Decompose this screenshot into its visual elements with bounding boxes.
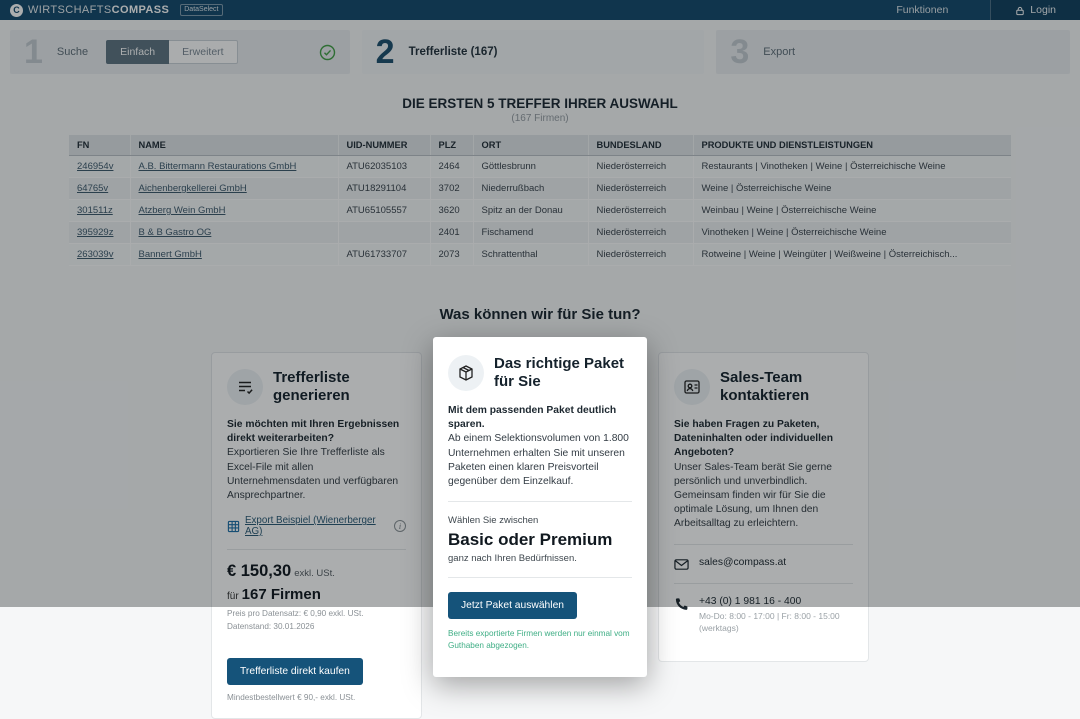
card-paket-modal	[433, 337, 647, 677]
card-header	[448, 355, 632, 391]
data-date: Datenstand: 30.01.2026	[227, 621, 315, 631]
login-label: Login	[1030, 4, 1056, 16]
cell-plz: 3702	[430, 178, 473, 200]
cell-bundesland: Niederösterreich	[588, 222, 693, 244]
office-hours: Mo-Do: 8:00 - 17:00 | Fr: 8:00 - 15:00 (werktags)	[699, 610, 840, 634]
cell-uid-nummer: ATU62035103	[338, 156, 430, 178]
cell-plz: 2073	[430, 244, 473, 266]
dataselect-badge: DataSelect	[180, 4, 222, 16]
step-1-number: 1	[24, 33, 43, 71]
step-1-label: Suche	[56, 46, 89, 58]
fn-link[interactable]: 395929z	[77, 227, 114, 238]
price-tax-note: exkl. USt.	[294, 568, 335, 580]
card-body: Exportieren Sie Ihre Trefferliste als Excel-File mit allen Unternehmensdaten und verfügbaren Ansprechpartner.	[227, 447, 399, 502]
col-plz: PLZ	[430, 135, 473, 156]
export-example-link[interactable]: Export Beispiel (Wienerberger AG)	[245, 515, 376, 538]
step-3-label: Export	[763, 46, 796, 58]
card-lead: Mit dem passenden Paket deutlich sparen.	[448, 405, 617, 431]
cell-uid-nummer: ATU61733707	[338, 244, 430, 266]
cell-bundesland: Niederösterreich	[588, 178, 693, 200]
brand-name: WIRTSCHAFTSCOMPASS	[28, 4, 170, 16]
choose-suffix: ganz nach Ihren Bedürfnissen.	[448, 552, 577, 564]
card-title: Sales-Team kontaktieren	[720, 369, 810, 404]
cell-plz: 3620	[430, 200, 473, 222]
cell-plz: 2401	[430, 222, 473, 244]
cell-produkte-und-dienstleistungen: Rotweine | Weine | Weingüter | Weißweine | Österreichisch...	[693, 244, 1011, 266]
company-link[interactable]: Aichenbergkellerei GmbH	[138, 183, 247, 194]
cell-ort: Niederrußbach	[473, 178, 588, 200]
sales-phone[interactable]: +43 (0) 1 981 16 - 400	[699, 595, 802, 607]
cell-uid-nummer: ATU18291104	[338, 178, 430, 200]
step-2-number: 2	[375, 33, 395, 71]
fn-link[interactable]: 301511z	[77, 205, 113, 216]
col-ort: ORT	[473, 135, 588, 156]
select-package-button[interactable]: Jetzt Paket auswählen	[448, 592, 577, 619]
cell-produkte-und-dienstleistungen: Weinbau | Weine | Österreichische Weine	[693, 200, 1011, 222]
company-link[interactable]: Bannert GmbH	[138, 249, 202, 260]
cell-bundesland: Niederösterreich	[588, 200, 693, 222]
cell-ort: Fischamend	[473, 222, 588, 244]
card-lead: Sie möchten mit Ihren Ergebnissen direkt weiterarbeiten?	[227, 419, 400, 445]
cell-ort: Schrattenthal	[473, 244, 588, 266]
export-credit-note: Bereits exportierte Firmen werden nur einmal vom Guthaben abgezogen.	[448, 628, 630, 650]
section-title: Was können wir für Sie tun?	[439, 306, 641, 323]
cell-produkte-und-dienstleistungen: Restaurants | Vinotheken | Weine | Österreichische Weine	[693, 156, 1011, 178]
col-fn: FN	[69, 135, 130, 156]
company-link[interactable]: Atzberg Wein GmbH	[138, 205, 226, 216]
compass-logo-icon: C	[10, 4, 23, 17]
cell-produkte-und-dienstleistungen: Weine | Österreichische Weine	[693, 178, 1011, 200]
choose-highlight: Basic oder Premium	[448, 529, 613, 549]
cell-produkte-und-dienstleistungen: Vinotheken | Weine | Österreichische Weine	[693, 222, 1011, 244]
toggle-einfach[interactable]: Einfach	[106, 40, 169, 65]
divider	[448, 577, 632, 578]
package-icon	[448, 355, 484, 391]
cell-ort: Göttlesbrunn	[473, 156, 588, 178]
price-per-record: Preis pro Datensatz: € 0,90 exkl. USt.	[227, 609, 364, 619]
info-icon[interactable]: i	[394, 520, 406, 532]
results-subtitle: (167 Firmen)	[511, 113, 569, 124]
card-body: Unser Sales-Team berät Sie gerne persönlich und unverbindlich. Gemeinsam finden wir für Sie die optimale Lösung, um Ihnen den Arbeitsalltag zu erleichtern.	[674, 461, 832, 530]
cell-plz: 2464	[430, 156, 473, 178]
cell-ort: Spitz an der Donau	[473, 200, 588, 222]
col-name: NAME	[130, 135, 338, 156]
fn-link[interactable]: 263039v	[77, 249, 114, 260]
company-link[interactable]: B & B Gastro OG	[138, 227, 212, 238]
buy-trefferliste-button[interactable]: Trefferliste direkt kaufen	[227, 658, 363, 685]
card-body: Ab einem Selektionsvolumen von 1.800 Unternehmen erhalten Sie mit unseren Paketen einen klaren Preisvorteil gegenüber dem Einzelkauf.	[448, 433, 629, 488]
col-produkte: PRODUKTE UND DIENSTLEISTUNGEN	[693, 135, 1011, 156]
card-title: Trefferliste generieren	[273, 369, 350, 404]
cell-bundesland: Niederösterreich	[588, 156, 693, 178]
min-order-note: Mindestbestellwert € 90,- exkl. USt.	[227, 692, 356, 702]
fn-link[interactable]: 246954v	[77, 161, 114, 172]
nav-funktionen[interactable]: Funktionen	[896, 4, 949, 16]
cell-uid-nummer: ATU65105557	[338, 200, 430, 222]
price-for-line: für 167 Firmen	[227, 586, 321, 604]
price-total: € 150,30 exkl. USt.	[227, 562, 335, 581]
col-bundesland: BUNDESLAND	[588, 135, 693, 156]
company-link[interactable]: A.B. Bittermann Restaurations GmbH	[138, 161, 297, 172]
card-title: Das richtige Paket für Sie	[494, 355, 625, 390]
price-details	[227, 608, 406, 633]
card-lead: Sie haben Fragen zu Paketen, Dateninhalten oder individuellen Angeboten?	[674, 419, 834, 459]
fn-link[interactable]: 64765v	[77, 183, 109, 194]
sales-email[interactable]: sales@compass.at	[699, 556, 787, 568]
firm-count: 167 Firmen	[241, 586, 321, 604]
step-3-number: 3	[730, 33, 750, 71]
divider	[448, 501, 632, 502]
col-uid: UID-NUMMER	[338, 135, 430, 156]
toggle-erweitert[interactable]: Erweitert	[169, 40, 237, 65]
results-title: DIE ERSTEN 5 TREFFER IHRER AUSWAHL	[402, 96, 678, 111]
choose-prefix: Wählen Sie zwischen	[448, 515, 539, 527]
step-2-label: Trefferliste (167)	[408, 46, 498, 58]
cell-bundesland: Niederösterreich	[588, 244, 693, 266]
